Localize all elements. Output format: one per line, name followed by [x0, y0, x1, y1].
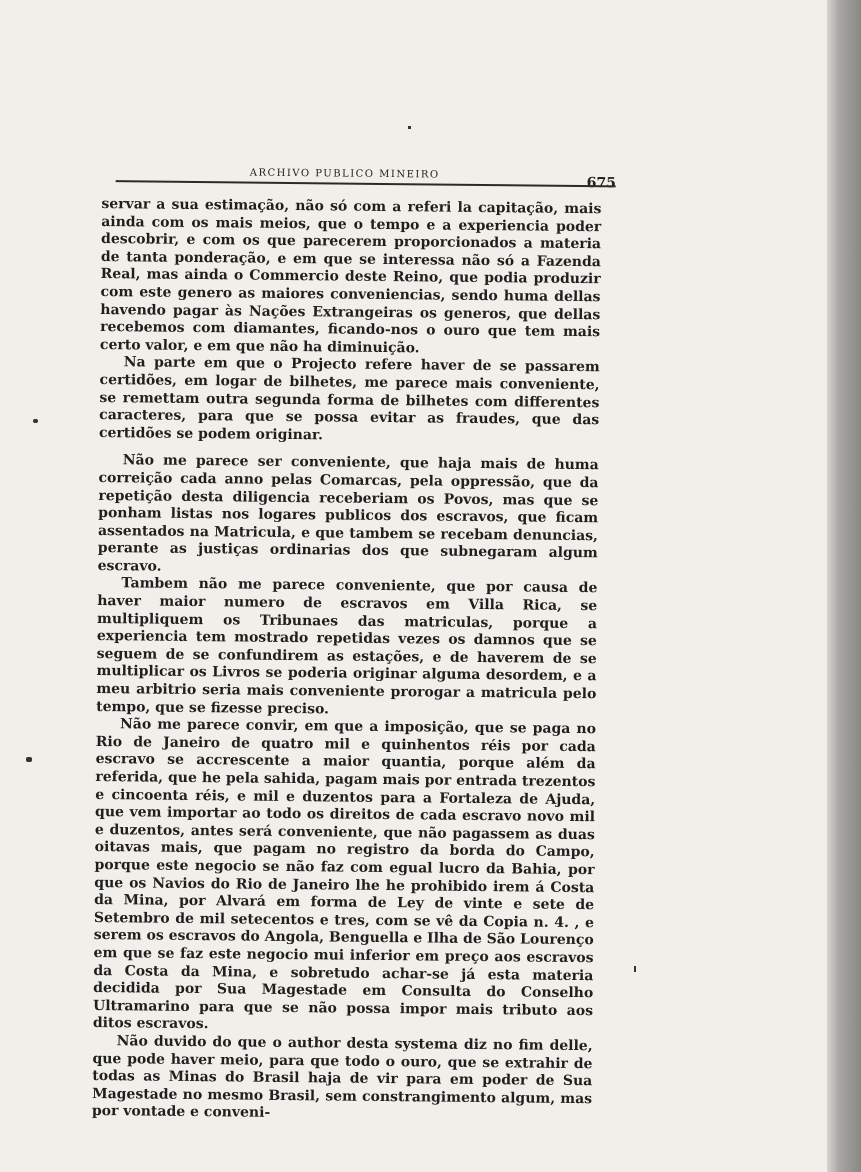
paragraph: Tambem não me parece conveniente, que por causa de haver maior numero de escravos em Villa Rica, se multipliquem os Tribunaes das matriculas, porque a experiencia tem mostrado repetidas vezes os damnos que se seguem de se confundirem as estações, e de haverem de se multiplicar os Livros se poderia originar alguma desordem, e a meu arbitrio seria mais conveniente prorogar a matricula pelo tempo, que se fizesse preciso.	[96, 575, 598, 718]
document-page	[90, 150, 620, 1122]
body-text	[92, 196, 602, 1126]
running-head: ARCHIVO PUBLICO MINEIRO	[249, 167, 440, 181]
dust-speck	[33, 419, 38, 423]
paragraph: Na parte em que o Projecto refere haver de se passarem certidões, em logar de bilhetes, me parece mais conveniente, se remettam outra segunda forma de bilhetes com differentes caracteres, para que se possa evitar as fraudes, que das certidões se podem originar.	[98, 354, 600, 444]
dust-speck	[634, 966, 636, 972]
dust-speck	[408, 126, 411, 129]
page-edge-shadow	[827, 0, 861, 1172]
page-header	[100, 150, 620, 195]
header-rule	[116, 180, 616, 187]
paragraph: Não duvido do que o author desta systema diz no fim delle, que pode haver meio, para que todo o ouro, que se extrahir de todas as Minas do Brasil haja de vir para em poder de Sua Magestade no mesmo Brasil, sem constrangimento algum, mas por vontade e conveni-	[91, 1033, 593, 1122]
dust-speck	[26, 757, 32, 762]
paragraph: servar a sua estimação, não só com a referi la capitação, mais ainda com os mais meios, que o tempo e a experiencia poder descobrir, e com os que parecerem proporcionados a materia de tanta ponderação, e em que se interessa não só a Fazenda Real, mas ainda o Commercio deste Reino, que podia produzir com este genero as maiores conveniencias, sendo huma dellas havendo pagar às Nações Extrangeiras os generos, que dellas recebemos com diamantes, ficando-nos o ouro que tem mais certo valor, e em que não ha diminuição.	[99, 196, 602, 357]
page-number: 675	[586, 175, 616, 192]
paragraph: Não me parece convir, em que a imposição, que se paga no Rio de Janeiro de quatro mil e quinhentos réis por cada escravo se accrescente a maior quantia, porque além da referida, que he pela sahida, pagam mais por entrada trezentos e cincoenta réis, e mil e duzentos para a Fortaleza de Ajuda, que vem importar ao todo os direitos de cada escravo novo mil e duzentos, antes será conveniente, que não pagassem as duas oitavas mais, que pagam no registro da borda do Campo, porque este negocio se não faz com egual lucro da Bahia, por que os Navios do Rio de Janeiro lhe he prohibido irem á Costa da Mina, por Alvará em forma de Ley de vinte e sete de Setembro de mil setecentos e tres, com se vê da Copia n. 4. , e serem os escravos do Angola, Benguella e Ilha de São Lourenço em que se faz este negocio mui inferior em preço aos escravos da Costa da Mina, e sobretudo achar-se já esta materia decidida por Sua Magestade em Consulta do Conselho Ultramarino para que se não possa impor mais tributo aos ditos escravos.	[92, 716, 597, 1033]
paragraph: Não me parece ser conveniente, que haja mais de huma correição cada anno pelas Comarcas, pela oppressão, que da repetição desta diligencia receberiam os Povos, mas que se ponham listas nos logares publicos dos escravos, que ficam assentados na Matricula, e que tambem se recebam denuncias, perante as justiças ordinarias dos que subnegaram algum escravo.	[97, 452, 599, 575]
